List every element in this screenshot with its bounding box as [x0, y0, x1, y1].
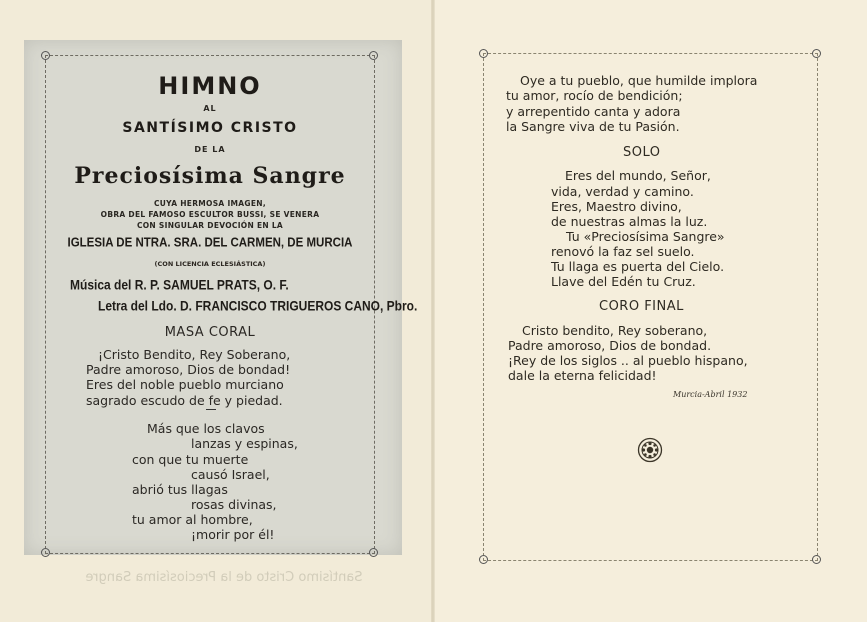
verse-line: abrió tus llagas — [132, 482, 228, 497]
verse-line: Eres, Maestro divino, — [551, 199, 682, 214]
verse-line: renovó la faz sel suelo. — [551, 244, 695, 259]
corner-ring-icon — [369, 51, 378, 60]
verse-line: rosas divinas, — [191, 497, 277, 512]
info-line: OBRA DEL FAMOSO ESCULTOR BUSSI, SE VENERA — [100, 210, 320, 219]
verse-line: Llave del Edén tu Cruz. — [551, 274, 696, 289]
lyrics-credit: Letra del Ldo. D. FRANCISCO TRIGUEROS CANO, Pbro. — [98, 298, 418, 314]
masa-coral-heading: MASA CORAL — [164, 325, 256, 340]
verse-line: la Sangre viva de tu Pasión. — [506, 119, 680, 134]
corner-ring-icon — [479, 555, 488, 564]
title-cristo: SANTÍSIMO CRISTO — [122, 120, 298, 136]
verse-line: vida, verdad y camino. — [551, 184, 694, 199]
verse-line: con que tu muerte — [132, 452, 249, 467]
music-credit: Música del R. P. SAMUEL PRATS, O. F. — [70, 277, 289, 293]
verse-line: sagrado escudo de fe y piedad. — [86, 393, 283, 408]
verse-line: Oye a tu pueblo, que humilde implora — [520, 73, 758, 88]
verse-line: de nuestras almas la luz. — [551, 214, 708, 229]
verse-line: Eres del noble pueblo murciano — [86, 377, 284, 392]
coro-final-heading: CORO FINAL — [599, 299, 684, 314]
verse-line: ¡Cristo Bendito, Rey Soberano, — [98, 347, 291, 362]
stanza-divider — [206, 409, 216, 410]
verse-line: Cristo bendito, Rey soberano, — [522, 323, 708, 338]
show-through-text: Santísimo Cristo de la Preciosísima Sangre — [85, 570, 363, 585]
title-al: AL — [203, 104, 217, 113]
verse-line: Padre amoroso, Dios de bondad. — [508, 338, 712, 353]
verse-line: ¡Rey de los siglos .. al pueblo hispano, — [508, 353, 748, 368]
corner-ring-icon — [41, 51, 50, 60]
info-line: CUYA HERMOSA IMAGEN, — [153, 199, 267, 208]
corner-ring-icon — [41, 548, 50, 557]
corner-ring-icon — [479, 49, 488, 58]
solo-heading: SOLO — [623, 145, 661, 160]
verse-line: Tu «Preciosísima Sangre» — [566, 229, 725, 244]
title-de-la: DE LA — [194, 145, 226, 154]
verse-line: Padre amoroso, Dios de bondad! — [86, 362, 291, 377]
license-note: (CON LICENCIA ECLESIÁSTICA) — [154, 260, 266, 268]
date-signature: Murcia-Abril 1932 — [673, 390, 748, 399]
title-himno: HIMNO — [158, 72, 262, 100]
verse-line: Tu llaga es puerta del Cielo. — [551, 259, 725, 274]
verse-line: tu amor, rocío de bendición; — [506, 88, 683, 103]
church-name: IGLESIA DE NTRA. SRA. DEL CARMEN, DE MURCIA — [67, 236, 353, 250]
info-line: CON SINGULAR DEVOCIÓN EN LA — [136, 221, 284, 230]
verse-line: lanzas y espinas, — [191, 436, 298, 451]
verse-line: ¡morir por él! — [191, 527, 275, 542]
verse-line: tu amor al hombre, — [132, 512, 253, 527]
verse-line: Eres del mundo, Señor, — [565, 168, 711, 183]
rosette-ornament-icon — [637, 437, 663, 463]
corner-ring-icon — [369, 548, 378, 557]
corner-ring-icon — [812, 555, 821, 564]
title-preciosisima-sangre: Preciosísima Sangre — [74, 163, 346, 189]
corner-ring-icon — [812, 49, 821, 58]
page-fold — [431, 0, 435, 622]
verse-line: Más que los clavos — [147, 421, 265, 436]
verse-line: y arrepentido canta y adora — [506, 104, 681, 119]
verse-line: causó Israel, — [191, 467, 270, 482]
verse-line: dale la eterna felicidad! — [508, 368, 657, 383]
